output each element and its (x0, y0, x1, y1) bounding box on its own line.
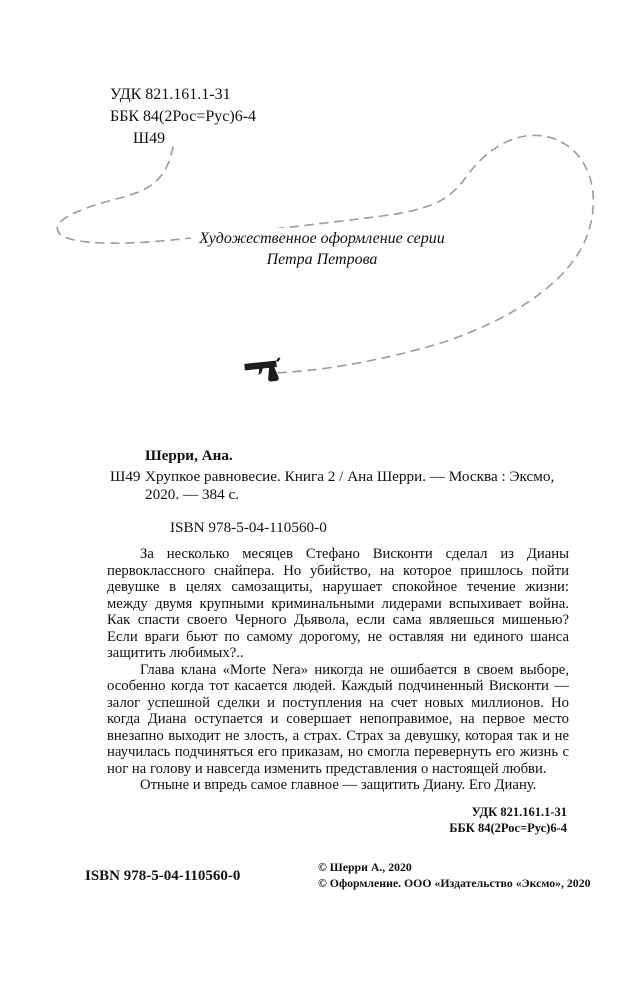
author-sign-code: Ш49 (133, 130, 166, 147)
series-note-line2: Петра Петрова (266, 251, 378, 268)
copyright-publisher: © Оформление. ООО «Издательство «Эксмо», 2020 (318, 876, 591, 890)
footer-isbn: ISBN 978-5-04-110560-0 (85, 868, 241, 884)
catalog-description (145, 468, 572, 505)
catalog-entry (110, 468, 572, 505)
bottom-bbk-code: ББК 84(2Рос=Рус)6-4 (449, 821, 567, 835)
catalog-isbn: ISBN 978-5-04-110560-0 (170, 518, 327, 536)
catalog-description-line2: 2020. — 384 с. (145, 486, 240, 503)
annotation-paragraph-3: Отныне и впредь самое главное — защитить Диану. Его Диану. (140, 777, 537, 793)
pistol-icon (242, 354, 285, 386)
udk-code: УДК 821.161.1-31 (110, 86, 231, 103)
copyright-author: © Шерри А., 2020 (318, 860, 412, 874)
series-note-line1: Художественное оформление серии (199, 230, 445, 247)
annotation-block (107, 546, 569, 794)
series-note-text (191, 228, 453, 270)
annotation-paragraph-2: Глава клана «Morte Nera» никогда не ошибается в своем выборе, особенно когда тот касается людей. Каждый подчиненный Висконти — залог успешной сделки и поступления на счет новых миллионов. Но когда Диана оступается и совершает непоправимое, на первое место внезапно выходит не злость, а страх. Страх за девушку, которая так и не научилась подчиняться его приказам, но смогла перевернуть его жизнь с ног на голову и навсегда изменить представления о настоящей любви. (107, 661, 569, 777)
bottom-bibliographic-codes (449, 804, 567, 836)
pistol-shape (244, 357, 283, 384)
catalog-description-line1: Хрупкое равновесие. Книга 2 / Ана Шерри. — Москва : Эксмо, (145, 467, 555, 485)
series-design-note (0, 228, 644, 270)
annotation-paragraph-1: За несколько месяцев Стефано Висконти сделал из Дианы первоклассного снайпера. Но убийство, на которое пришлось пойти девушке в целях самозащиты, нарушает спокойное течение жизни: между двумя крупными криминальными лидерами вспыхивает война. Как спасти своего Черного Дьявола, если сама являешься мишенью? Если враги бьют по самому дорогому, не оставляя ни единого шанса защитить любимых?.. (107, 546, 569, 661)
footer-copyright-block (318, 859, 591, 891)
bottom-udk-code: УДК 821.161.1-31 (471, 805, 567, 819)
top-bibliographic-codes (110, 84, 256, 150)
catalog-author-code: Ш49 (110, 467, 141, 485)
catalog-author: Шерри, Ана. (145, 447, 233, 464)
catalog-card (110, 447, 572, 537)
bbk-code: ББК 84(2Рос=Рус)6-4 (110, 108, 257, 125)
